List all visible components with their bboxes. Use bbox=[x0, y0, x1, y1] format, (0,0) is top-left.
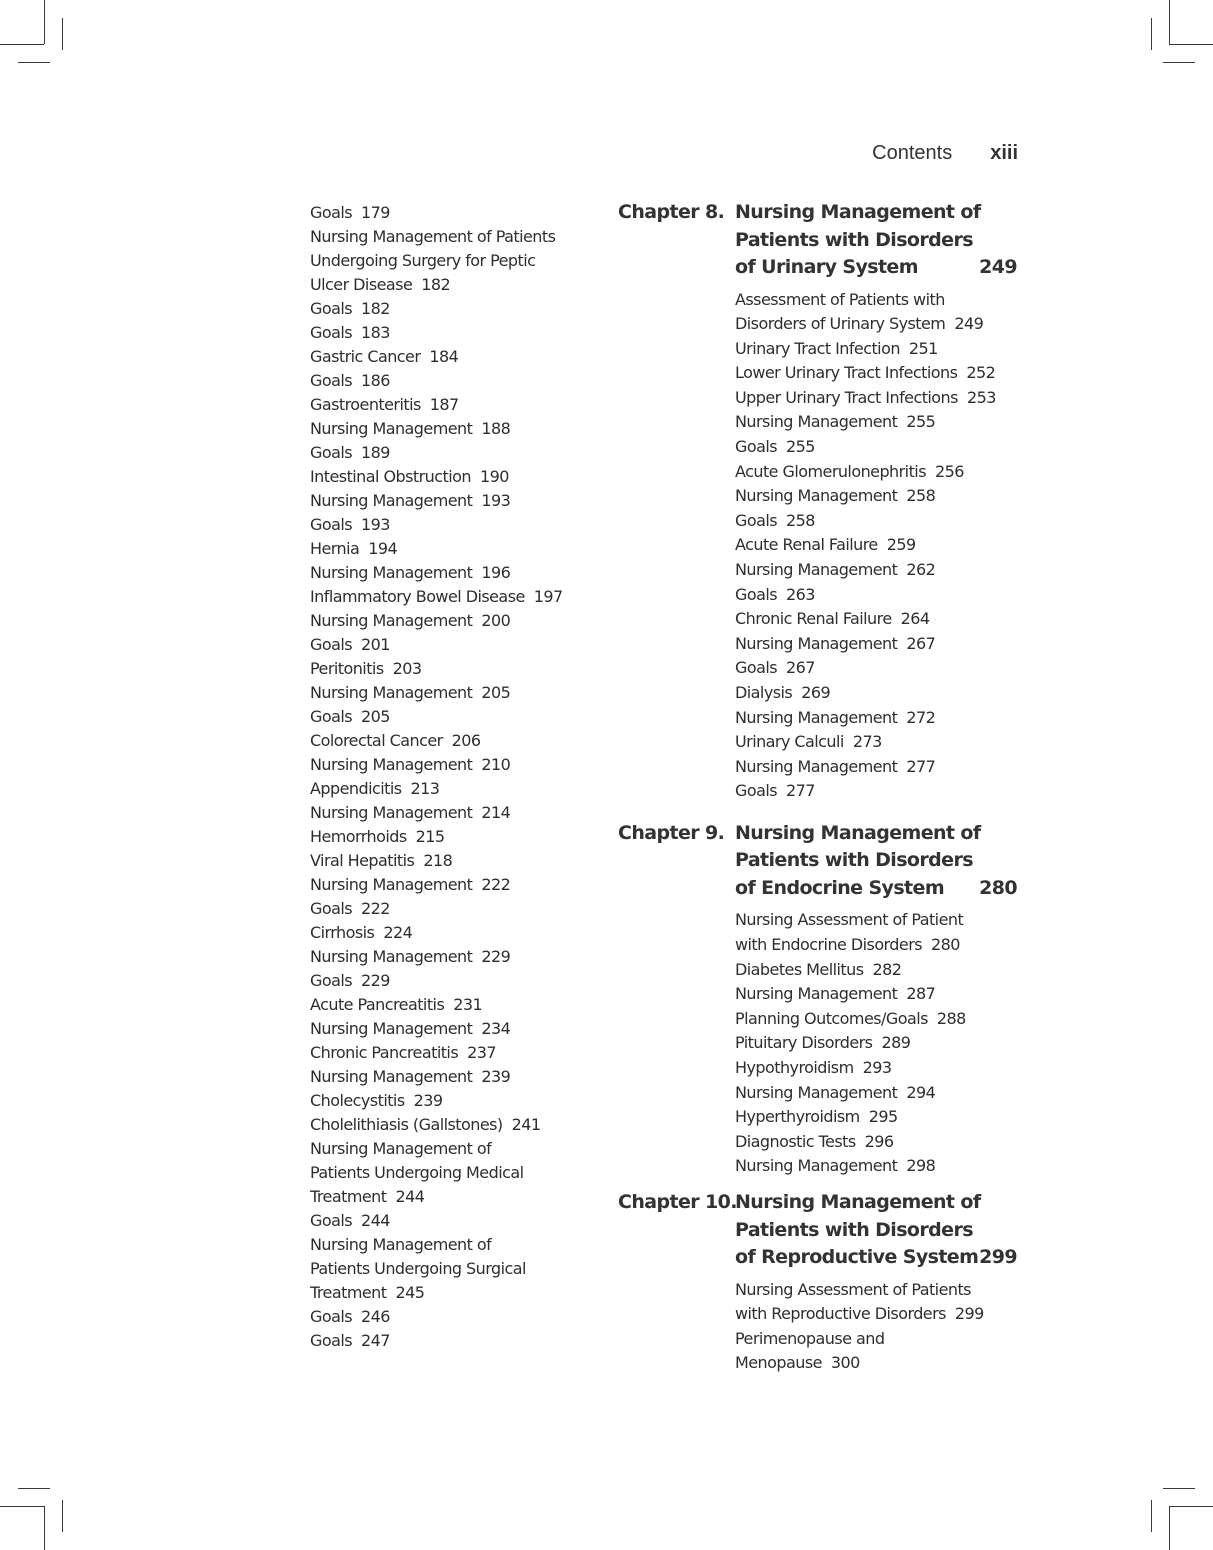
crop-mark bbox=[18, 1488, 50, 1489]
crop-mark bbox=[1163, 62, 1195, 63]
toc-entry bbox=[310, 225, 590, 249]
toc-entry-page: 196 bbox=[481, 563, 511, 582]
toc-entry bbox=[310, 345, 590, 369]
toc-entry-page: 255 bbox=[786, 437, 815, 457]
toc-entry-text: Gastroenteritis bbox=[310, 395, 421, 414]
toc-entry-page: 298 bbox=[906, 1156, 936, 1176]
chapter-title-line: Patients with Disorders bbox=[735, 849, 973, 872]
toc-entry-page: 188 bbox=[481, 419, 511, 438]
crop-mark bbox=[62, 1500, 63, 1532]
toc-entry bbox=[735, 1031, 1018, 1056]
toc-entry bbox=[310, 609, 590, 633]
toc-entry bbox=[310, 201, 590, 225]
toc-entry bbox=[310, 465, 590, 489]
toc-entry-text: Treatment bbox=[310, 1283, 387, 1302]
toc-entry-text: Goals bbox=[735, 781, 778, 801]
toc-entry-text: Pituitary Disorders bbox=[735, 1033, 873, 1053]
toc-entry bbox=[310, 321, 590, 345]
toc-entry bbox=[310, 729, 590, 753]
toc-entry bbox=[310, 1329, 590, 1353]
toc-entry-text: Goals bbox=[310, 443, 353, 462]
toc-entry-text: Nursing Management bbox=[735, 756, 898, 776]
crop-mark bbox=[1169, 1506, 1170, 1550]
toc-entry bbox=[310, 1017, 590, 1041]
toc-entry bbox=[310, 585, 590, 609]
toc-entry-text: Nursing Management bbox=[310, 683, 473, 702]
toc-entry-page: 239 bbox=[413, 1091, 443, 1110]
chapter-page: 249 bbox=[979, 256, 1017, 278]
toc-entry-page: 251 bbox=[908, 338, 938, 358]
toc-entry-text: Goals bbox=[310, 635, 353, 654]
toc-entry bbox=[735, 361, 1018, 386]
toc-entry-page: 293 bbox=[862, 1058, 892, 1078]
chapter-title-line: of Endocrine System bbox=[735, 876, 945, 899]
toc-entry-page: 246 bbox=[361, 1307, 390, 1326]
toc-entry bbox=[310, 297, 590, 321]
toc-entry-page: 187 bbox=[429, 395, 459, 414]
toc-entry bbox=[735, 681, 1018, 706]
chapter-title bbox=[735, 1189, 1017, 1272]
toc-entry-page: 269 bbox=[801, 683, 831, 702]
crop-mark bbox=[0, 1506, 44, 1507]
toc-entry-page: 193 bbox=[481, 491, 511, 510]
toc-entry-page: 205 bbox=[481, 683, 511, 702]
chapter-block bbox=[618, 1189, 1018, 1376]
toc-entry bbox=[310, 273, 590, 297]
toc-entry-text: Hyperthyroidism bbox=[735, 1107, 860, 1127]
toc-entry-text: Nursing Management bbox=[310, 947, 473, 966]
toc-entry-page: 267 bbox=[786, 658, 815, 678]
toc-entry bbox=[310, 441, 590, 465]
toc-entry-text: Nursing Management bbox=[735, 1082, 898, 1102]
toc-entry-text: Goals bbox=[310, 371, 353, 390]
chapter-title bbox=[735, 199, 1017, 282]
toc-entry-text: Urinary Calculi bbox=[735, 732, 844, 752]
toc-entry-page: 288 bbox=[936, 1008, 966, 1028]
crop-mark bbox=[1163, 1488, 1195, 1489]
toc-entry bbox=[310, 513, 590, 537]
toc-entry bbox=[310, 1089, 590, 1113]
toc-entry-text: Nursing Management of bbox=[310, 1235, 492, 1254]
toc-entry-page: 231 bbox=[453, 995, 483, 1014]
toc-entry-page: 264 bbox=[900, 609, 930, 629]
toc-entry-page: 182 bbox=[361, 299, 390, 318]
toc-entry bbox=[310, 681, 590, 705]
toc-entry bbox=[735, 435, 1018, 460]
crop-mark bbox=[1169, 44, 1213, 45]
toc-entry bbox=[310, 1137, 590, 1161]
crop-mark bbox=[18, 62, 50, 63]
toc-entry-page: 194 bbox=[368, 539, 398, 558]
toc-entry-text: Nursing Management bbox=[310, 611, 473, 630]
toc-entry bbox=[735, 386, 1018, 411]
toc-entry-page: 255 bbox=[906, 412, 936, 432]
toc-entry bbox=[735, 779, 1018, 804]
toc-entry-text: Upper Urinary Tract Infections bbox=[735, 387, 958, 407]
toc-entry bbox=[310, 897, 590, 921]
toc-entry-text: Hypothyroidism bbox=[735, 1058, 854, 1078]
chapter-page: 280 bbox=[979, 876, 1017, 899]
toc-entry-page: 206 bbox=[451, 731, 481, 750]
toc-entry bbox=[310, 873, 590, 897]
toc-entry-text: Ulcer Disease bbox=[310, 275, 413, 294]
toc-entry-page: 263 bbox=[786, 584, 815, 604]
toc-entry-page: 249 bbox=[954, 314, 984, 334]
chapter-title-line: Patients with Disorders bbox=[735, 1218, 973, 1241]
toc-entry bbox=[735, 410, 1018, 435]
toc-entry bbox=[735, 583, 1018, 608]
crop-mark bbox=[1151, 1500, 1152, 1532]
toc-entry-text: Gastric Cancer bbox=[310, 347, 421, 366]
toc-entry-text: Acute Renal Failure bbox=[735, 535, 878, 555]
toc-entry-page: 205 bbox=[361, 707, 390, 726]
toc-entry bbox=[310, 801, 590, 825]
toc-entry-page: 300 bbox=[830, 1353, 860, 1373]
toc-entry-text: Disorders of Urinary System bbox=[735, 314, 946, 334]
toc-entry-page: 277 bbox=[786, 781, 815, 801]
chapter-entries bbox=[735, 288, 1018, 804]
toc-entry bbox=[310, 1209, 590, 1233]
toc-entry bbox=[735, 933, 1018, 958]
toc-entry bbox=[735, 958, 1018, 983]
toc-entry-page: 262 bbox=[906, 560, 936, 580]
toc-entry-page: 189 bbox=[361, 443, 390, 462]
toc-entry-text: Patients Undergoing Medical bbox=[310, 1163, 524, 1182]
crop-mark bbox=[44, 0, 45, 44]
toc-entry-text: Intestinal Obstruction bbox=[310, 467, 471, 486]
chapter-label: Chapter 9. bbox=[618, 821, 725, 844]
toc-entry-text: Nursing Management bbox=[310, 491, 473, 510]
toc-entry-page: 186 bbox=[361, 371, 390, 390]
toc-entry-page: 280 bbox=[931, 935, 960, 955]
toc-entry bbox=[310, 825, 590, 849]
toc-entry-text: Acute Glomerulonephritis bbox=[735, 461, 926, 481]
toc-entry bbox=[310, 705, 590, 729]
toc-entry bbox=[735, 908, 1018, 933]
toc-entry-page: 247 bbox=[361, 1331, 390, 1350]
toc-entry-page: 277 bbox=[906, 756, 936, 776]
toc-entry-text: Goals bbox=[310, 323, 353, 342]
toc-entry-page: 214 bbox=[481, 803, 511, 822]
toc-entry bbox=[310, 1233, 590, 1257]
toc-entry-page: 234 bbox=[481, 1019, 511, 1038]
crop-mark bbox=[1169, 1506, 1213, 1507]
toc-entry-text: with Reproductive Disorders bbox=[735, 1304, 946, 1324]
toc-entry bbox=[310, 633, 590, 657]
toc-entry-text: Diagnostic Tests bbox=[735, 1131, 856, 1151]
toc-entry-text: Nursing Management bbox=[735, 412, 898, 432]
toc-entry-page: 289 bbox=[881, 1033, 911, 1053]
toc-entry-text: Cholelithiasis (Gallstones) bbox=[310, 1115, 503, 1134]
toc-entry-text: Goals bbox=[310, 971, 353, 990]
toc-entry bbox=[735, 558, 1018, 583]
toc-entry-text: Goals bbox=[310, 1211, 353, 1230]
toc-entry bbox=[310, 489, 590, 513]
toc-entry-page: 294 bbox=[906, 1082, 936, 1102]
toc-entry-text: Patients Undergoing Surgical bbox=[310, 1259, 526, 1278]
toc-entry bbox=[310, 777, 590, 801]
toc-entry bbox=[735, 484, 1018, 509]
chapter-block bbox=[618, 820, 1018, 1179]
toc-entry-text: Lower Urinary Tract Infections bbox=[735, 363, 958, 383]
toc-entry-text: Nursing Management bbox=[735, 984, 898, 1004]
chapter-entries bbox=[735, 1278, 1018, 1376]
toc-entry-page: 215 bbox=[415, 827, 445, 846]
toc-entry bbox=[735, 509, 1018, 534]
toc-entry-text: Urinary Tract Infection bbox=[735, 338, 900, 358]
toc-entry-page: 267 bbox=[906, 633, 936, 653]
toc-entry-page: 201 bbox=[361, 635, 390, 654]
toc-entry-text: Hernia bbox=[310, 539, 360, 558]
toc-entry bbox=[310, 753, 590, 777]
toc-entry-text: Nursing Management bbox=[310, 875, 473, 894]
toc-entry bbox=[310, 417, 590, 441]
toc-entry bbox=[735, 1154, 1018, 1179]
toc-entry bbox=[310, 1065, 590, 1089]
toc-entry-text: Inflammatory Bowel Disease bbox=[310, 587, 525, 606]
chapter-block bbox=[618, 199, 1018, 804]
toc-entry-text: Diabetes Mellitus bbox=[735, 959, 864, 979]
toc-entry bbox=[735, 1105, 1018, 1130]
toc-entry bbox=[310, 1185, 590, 1209]
toc-entry-page: 258 bbox=[906, 486, 936, 506]
toc-entry bbox=[310, 369, 590, 393]
toc-entry-text: Nursing Management bbox=[310, 1019, 473, 1038]
toc-entry-text: with Endocrine Disorders bbox=[735, 935, 923, 955]
toc-entry-text: Nursing Management bbox=[735, 633, 898, 653]
toc-entry bbox=[310, 1281, 590, 1305]
toc-entry bbox=[735, 1081, 1018, 1106]
toc-entry-page: 203 bbox=[392, 659, 422, 678]
toc-entry-text: Assessment of Patients with bbox=[735, 289, 945, 309]
toc-entry bbox=[735, 460, 1018, 485]
toc-entry-page: 229 bbox=[481, 947, 511, 966]
toc-entry-text: Nursing Assessment of Patient bbox=[735, 910, 964, 930]
toc-entry-text: Perimenopause and bbox=[735, 1328, 885, 1348]
toc-entry-page: 182 bbox=[421, 275, 451, 294]
toc-entry bbox=[735, 706, 1018, 731]
toc-entry-text: Nursing Management bbox=[735, 560, 898, 580]
toc-entry-page: 282 bbox=[872, 959, 902, 979]
toc-entry bbox=[310, 945, 590, 969]
toc-entry-page: 193 bbox=[361, 515, 390, 534]
toc-entry-page: 184 bbox=[429, 347, 459, 366]
toc-entry bbox=[735, 533, 1018, 558]
toc-entry-page: 200 bbox=[481, 611, 511, 630]
toc-entry-page: 253 bbox=[966, 387, 996, 407]
running-head-title: Contents bbox=[872, 142, 953, 164]
toc-entry-text: Hemorrhoids bbox=[310, 827, 407, 846]
chapter-title-line: Patients with Disorders bbox=[735, 228, 973, 251]
toc-entry-text: Chronic Renal Failure bbox=[735, 609, 892, 629]
chapter-label: Chapter 10. bbox=[618, 1191, 737, 1213]
toc-entry-text: Planning Outcomes/Goals bbox=[735, 1008, 928, 1028]
toc-entry bbox=[735, 730, 1018, 755]
toc-entry-text: Undergoing Surgery for Peptic bbox=[310, 251, 536, 270]
toc-entry bbox=[310, 393, 590, 417]
toc-entry-page: 299 bbox=[954, 1304, 984, 1324]
toc-entry-text: Goals bbox=[310, 707, 353, 726]
page-number: xiii bbox=[990, 142, 1018, 164]
toc-entry-page: 259 bbox=[886, 535, 916, 555]
toc-entry-text: Dialysis bbox=[735, 683, 793, 702]
toc-entry-page: 252 bbox=[966, 363, 996, 383]
toc-entry-text: Nursing Management of bbox=[310, 1139, 492, 1158]
toc-entry-text: Nursing Management bbox=[735, 486, 898, 506]
toc-entry-text: Goals bbox=[310, 203, 353, 222]
toc-entry-text: Peritonitis bbox=[310, 659, 384, 678]
crop-mark bbox=[0, 44, 44, 45]
toc-entry-page: 239 bbox=[481, 1067, 511, 1086]
toc-entry-text: Nursing Management bbox=[310, 755, 473, 774]
toc-entry bbox=[735, 1302, 1018, 1327]
toc-entry-page: 241 bbox=[511, 1115, 541, 1134]
toc-entry bbox=[735, 632, 1018, 657]
toc-entry bbox=[735, 312, 1018, 337]
toc-entry bbox=[735, 1130, 1018, 1155]
toc-entry-text: Goals bbox=[735, 658, 778, 678]
toc-entry-page: 224 bbox=[383, 923, 413, 942]
toc-entry-text: Colorectal Cancer bbox=[310, 731, 443, 750]
toc-entry-text: Nursing Management bbox=[310, 419, 473, 438]
toc-entry-page: 295 bbox=[868, 1107, 898, 1127]
toc-entry bbox=[310, 1305, 590, 1329]
chapter-title-line: Nursing Management of bbox=[735, 1191, 981, 1213]
toc-entry bbox=[310, 921, 590, 945]
crop-mark bbox=[62, 18, 63, 50]
toc-entry bbox=[735, 755, 1018, 780]
toc-entry-text: Goals bbox=[735, 510, 778, 530]
toc-entry bbox=[735, 1007, 1018, 1032]
toc-entry-text: Menopause bbox=[735, 1353, 822, 1373]
toc-entry-page: 237 bbox=[467, 1043, 497, 1062]
toc-entry bbox=[310, 537, 590, 561]
running-head bbox=[872, 142, 1018, 165]
chapter-title-line: of Urinary System bbox=[735, 256, 918, 278]
toc-entry bbox=[310, 249, 590, 273]
chapter-title bbox=[735, 820, 1017, 903]
toc-entry bbox=[735, 607, 1018, 632]
toc-left-column bbox=[310, 201, 590, 1353]
toc-entry-text: Nursing Management bbox=[310, 803, 473, 822]
toc-entry-text: Goals bbox=[310, 299, 353, 318]
toc-entry-page: 296 bbox=[864, 1131, 894, 1151]
toc-entry bbox=[310, 849, 590, 873]
toc-entry bbox=[310, 1161, 590, 1185]
toc-entry-page: 287 bbox=[906, 984, 936, 1004]
toc-entry-page: 272 bbox=[906, 707, 936, 727]
toc-entry bbox=[310, 993, 590, 1017]
toc-entry-text: Nursing Management bbox=[735, 1156, 898, 1176]
toc-entry bbox=[735, 656, 1018, 681]
toc-entry-page: 179 bbox=[361, 203, 390, 222]
toc-entry-text: Treatment bbox=[310, 1187, 387, 1206]
crop-mark bbox=[44, 1506, 45, 1550]
toc-entry-page: 213 bbox=[410, 779, 440, 798]
toc-entry-text: Goals bbox=[310, 899, 353, 918]
toc-entry-text: Chronic Pancreatitis bbox=[310, 1043, 459, 1062]
toc-entry bbox=[735, 1278, 1018, 1303]
crop-mark bbox=[1151, 18, 1152, 50]
crop-mark bbox=[1169, 0, 1170, 44]
chapter-title-line: of Reproductive System bbox=[735, 1246, 979, 1268]
toc-entry bbox=[735, 1056, 1018, 1081]
toc-entry-page: 222 bbox=[481, 875, 511, 894]
chapter-title-line: Nursing Management of bbox=[735, 821, 981, 844]
toc-entry-text: Nursing Management bbox=[735, 707, 898, 727]
toc-entry-text: Goals bbox=[735, 584, 778, 604]
toc-entry-text: Appendicitis bbox=[310, 779, 402, 798]
toc-entry bbox=[310, 657, 590, 681]
toc-entry-page: 258 bbox=[786, 510, 815, 530]
toc-entry bbox=[735, 337, 1018, 362]
chapter-label: Chapter 8. bbox=[618, 201, 725, 223]
toc-entry-page: 222 bbox=[361, 899, 390, 918]
toc-entry-page: 210 bbox=[481, 755, 511, 774]
toc-entry-page: 245 bbox=[395, 1283, 425, 1302]
toc-entry-text: Viral Hepatitis bbox=[310, 851, 415, 870]
toc-entry-text: Acute Pancreatitis bbox=[310, 995, 445, 1014]
toc-entry-page: 273 bbox=[852, 732, 882, 752]
toc-entry-page: 244 bbox=[395, 1187, 425, 1206]
toc-entry bbox=[310, 561, 590, 585]
toc-entry-text: Goals bbox=[310, 515, 353, 534]
toc-entry-text: Nursing Assessment of Patients bbox=[735, 1279, 971, 1299]
chapter-title-line: Nursing Management of bbox=[735, 201, 981, 223]
chapter-page: 299 bbox=[979, 1246, 1017, 1268]
toc-entry-text: Goals bbox=[310, 1307, 353, 1326]
chapter-entries bbox=[735, 908, 1018, 1179]
toc-entry-page: 183 bbox=[361, 323, 390, 342]
toc-entry-text: Cirrhosis bbox=[310, 923, 375, 942]
toc-entry-page: 197 bbox=[533, 587, 563, 606]
toc-entry-page: 256 bbox=[934, 461, 964, 481]
toc-entry-text: Nursing Management bbox=[310, 563, 473, 582]
toc-entry bbox=[735, 1327, 1018, 1352]
toc-entry-text: Nursing Management of Patients bbox=[310, 227, 556, 246]
toc-entry bbox=[735, 1351, 1018, 1376]
toc-entry bbox=[310, 969, 590, 993]
toc-entry bbox=[735, 288, 1018, 313]
toc-entry-page: 229 bbox=[361, 971, 390, 990]
toc-entry-page: 244 bbox=[361, 1211, 390, 1230]
toc-entry bbox=[310, 1041, 590, 1065]
toc-entry-text: Goals bbox=[310, 1331, 353, 1350]
toc-entry bbox=[310, 1257, 590, 1281]
toc-entry-text: Goals bbox=[735, 437, 778, 457]
toc-entry-text: Nursing Management bbox=[310, 1067, 473, 1086]
toc-entry-page: 218 bbox=[423, 851, 453, 870]
toc-entry bbox=[735, 982, 1018, 1007]
toc-entry bbox=[310, 1113, 590, 1137]
toc-entry-page: 190 bbox=[479, 467, 509, 486]
toc-right-column bbox=[618, 199, 1018, 1376]
toc-entry-text: Cholecystitis bbox=[310, 1091, 405, 1110]
